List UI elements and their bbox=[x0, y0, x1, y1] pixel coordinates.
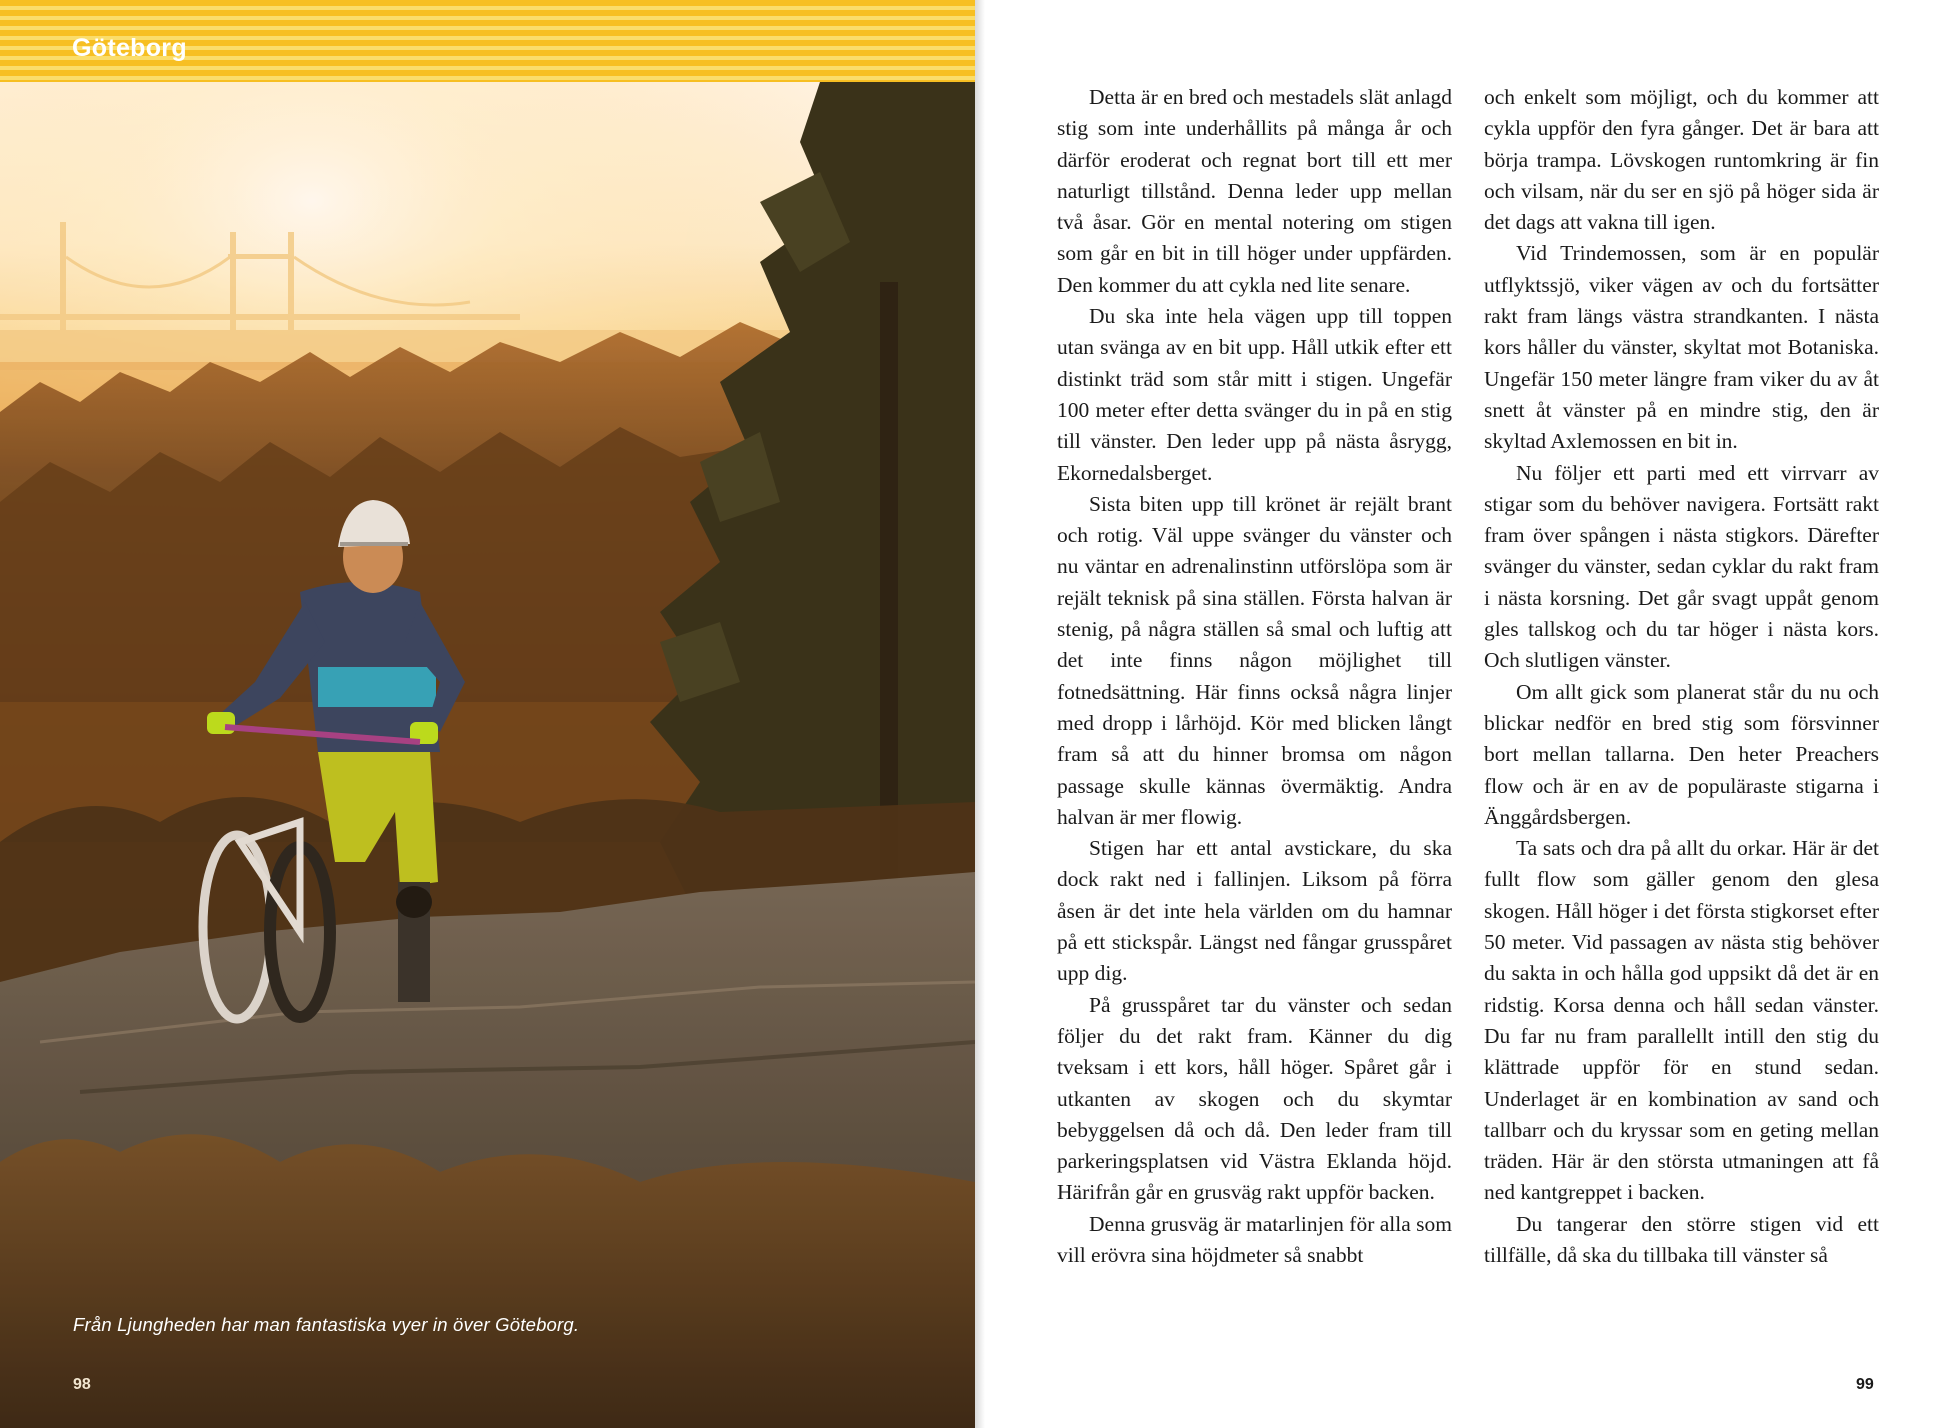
paragraph: Detta är en bred och mestadels slät anlagd stig som inte underhållits på många år och därför eroderat och regnat bort till ett mer naturligt tillstånd. Denna leder upp mellan två åsar. Gör en mental notering om stigen som går en bit in till höger under uppfärden. Den kommer du att cykla ned lite senare. bbox=[1057, 85, 1452, 297]
page-number-right: 99 bbox=[1856, 1376, 1874, 1393]
text-column-1 bbox=[1057, 82, 1452, 1271]
paragraph: På grusspåret tar du vänster och sedan följer du det rakt fram. Känner du dig tveksam i ett kors, håll höger. Spåret går i utkanten av skogen och du skymtar bebyggelsen då och då. Den leder fram till parkeringsplatsen vid Västra Eklanda höjd. Härifrån går en grusväg rakt uppför backen. bbox=[1057, 992, 1452, 1205]
photo-caption: Från Ljungheden har man fantastiska vyer in över Göteborg. bbox=[73, 1314, 580, 1335]
paragraph: Ta sats och dra på allt du orkar. Här är det fullt flow som gäller genom den glesa skogen. Håll höger i det första stigkorset efter 50 meter. Vid passagen av nästa stig behöver du sakta in och hålla god uppsikt då det är en ridstig. Korsa denna och håll sedan vänster. Du far nu fram parallellt intill den stig du klättrade uppför för en stund sedan. Underlaget är en kombination av sand och tallbarr och du kryssar som en geting mellan träden. Här är den största utmaningen att få ned kantgreppet i backen. bbox=[1484, 836, 1879, 1205]
paragraph: Om allt gick som planerat står du nu och blickar nedför en bred stig som försvinner bort mellan tallarna. Den heter Preachers flow och är en av de populäraste stigarna i Änggårdsbergen. bbox=[1484, 679, 1879, 829]
paragraph: och enkelt som möjligt, och du kommer att cykla uppför den fyra gånger. Det är bara att börja trampa. Lövskogen runtomkring är fin och vilsam, när du ser en sjö på höger sida är det dags att vakna till igen. bbox=[1484, 85, 1879, 235]
right-page bbox=[985, 0, 1950, 1428]
text-column-2 bbox=[1484, 82, 1879, 1271]
paragraph: Stigen har ett antal avstickare, du ska dock rakt ned i fallinjen. Liksom på förra åsen är det inte hela världen om du hamnar på ett stickspår. Längst ned fångar grusspåret upp dig. bbox=[1057, 836, 1452, 986]
mountain-biker-photo bbox=[0, 82, 975, 1428]
section-title: Göteborg bbox=[72, 34, 187, 62]
book-gutter bbox=[975, 0, 985, 1428]
section-header-band bbox=[0, 0, 975, 82]
paragraph: Nu följer ett parti med ett virrvarr av stigar som du behöver navigera. Fortsätt rakt fram över spången i nästa stigkors. Därefter svänger du vänster, sedan cyklar du rakt fram i nästa korsning. Det går svagt uppåt genom gles tallskog och du tar höger i nästa kors. Och slutligen vänster. bbox=[1484, 460, 1879, 673]
paragraph: Du tangerar den större stigen vid ett tillfälle, då ska du tillbaka till vänster så bbox=[1484, 1211, 1879, 1267]
paragraph: Du ska inte hela vägen upp till toppen utan svänga av en bit upp. Håll utkik efter ett distinkt träd som står mitt i stigen. Ungefär 100 meter efter detta svänger du in på en stig till vänster. Den leder upp på nästa åsrygg, Ekornedalsberget. bbox=[1057, 304, 1452, 485]
page-number-left: 98 bbox=[73, 1376, 91, 1393]
paragraph: Denna grusväg är matarlinjen för alla som vill erövra sina höjdmeter så snabbt bbox=[1057, 1211, 1452, 1267]
paragraph: Vid Trindemossen, som är en populär utflyktssjö, viker vägen av och du fortsätter rakt fram längs västra strandkanten. I nästa kors håller du vänster, skyltat mot Botaniska. Ungefär 150 meter längre fram viker du av åt snett åt vänster på en mindre stig, den är skyltad Axlemossen en bit in. bbox=[1484, 241, 1879, 454]
paragraph: Sista biten upp till krönet är rejält brant och rotig. Väl uppe svänger du vänster och nu väntar en adrenalinstinn utförslöpa som är rejält teknisk på sina ställen. Första halvan är stenig, på några ställen så smal och luftig att det inte finns någon möjlighet till fotnedsättning. Här finns också några linjer med dropp i lårhöjd. Kör med blicken långt fram så att du hinner bromsa om någon passage skulle kännas övermäktig. Andra halvan är mer flowig. bbox=[1057, 491, 1452, 829]
photo-illustration bbox=[0, 82, 975, 1428]
